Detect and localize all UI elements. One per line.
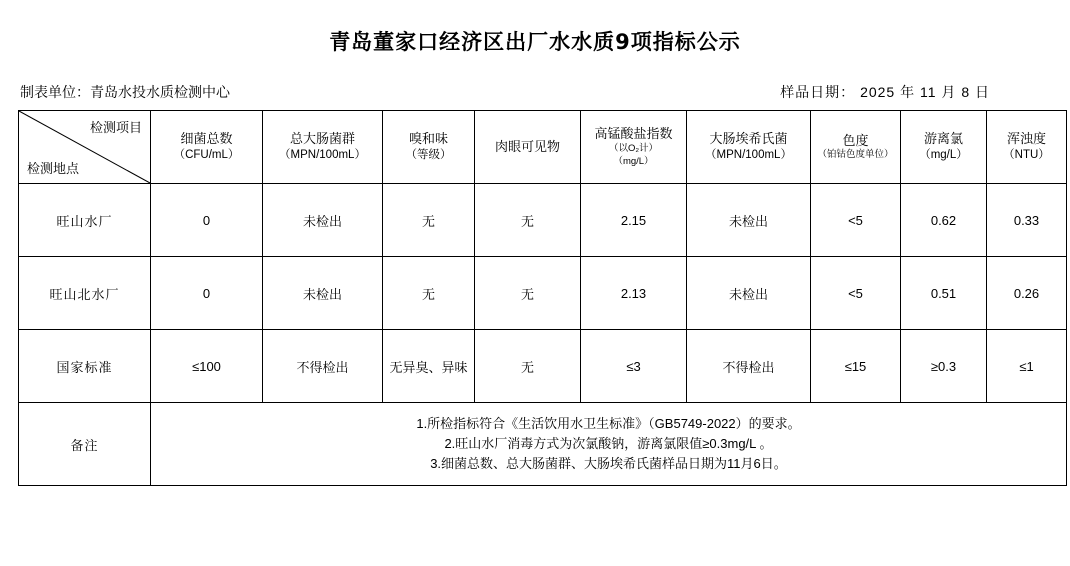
column-header-turbidity — [987, 111, 1067, 184]
cell-value: ≤15 — [811, 330, 901, 403]
note-body — [151, 403, 1067, 486]
table-row — [19, 257, 1067, 330]
column-header-odor-taste — [383, 111, 475, 184]
water-quality-table — [18, 110, 1067, 486]
column-header-name: 游离氯 — [923, 131, 963, 147]
column-header-name: 大肠埃希氏菌 — [709, 131, 788, 147]
column-header-unit: （以O₂计） — [608, 142, 659, 154]
column-header-e-coli — [687, 111, 811, 184]
sample-date — [780, 82, 1050, 102]
maker-label: 制表单位：青岛水投水质检测中心 — [20, 84, 230, 100]
column-header-unit: （CFU/mL） — [173, 149, 240, 162]
table-note-row — [19, 403, 1067, 486]
table-row — [19, 330, 1067, 403]
column-header-unit: （MPN/100mL） — [279, 149, 366, 162]
header-corner-top-label: 检测项目 — [89, 120, 142, 135]
sample-date-label: 样品日期： — [780, 84, 856, 100]
cell-value: 未检出 — [687, 184, 811, 257]
column-header-total-coliform — [263, 111, 383, 184]
row-label: 国家标准 — [19, 330, 151, 403]
cell-value: 无 — [475, 330, 581, 403]
cell-value: 不得检出 — [263, 330, 383, 403]
column-header-name: 肉眼可见物 — [494, 139, 560, 155]
header-corner-cell — [19, 111, 151, 184]
cell-value: 0.62 — [901, 184, 987, 257]
sample-date-value: 2025 年 11 月 8 日 — [860, 84, 990, 100]
column-header-name: 浑浊度 — [1006, 131, 1046, 147]
column-header-unit: （MPN/100mL） — [705, 149, 792, 162]
cell-value: 未检出 — [687, 257, 811, 330]
column-header-chromaticity — [811, 111, 901, 184]
page-title: 青岛董家口经济区出厂水水质9项指标公示 — [329, 30, 741, 54]
column-header-unit2: （mg/L） — [613, 155, 654, 167]
cell-value: ≤1 — [987, 330, 1067, 403]
cell-value: 不得检出 — [687, 330, 811, 403]
cell-value: 0 — [151, 257, 263, 330]
cell-value: 0 — [151, 184, 263, 257]
column-header-bacteria-count — [151, 111, 263, 184]
header-corner-bottom-label: 检测地点 — [27, 161, 80, 176]
cell-value: <5 — [811, 184, 901, 257]
note-line: 1.所检指标符合《生活饮用水卫生标准》（GB5749-2022）的要求。 — [416, 415, 801, 431]
column-header-name: 细菌总数 — [180, 131, 233, 147]
column-header-name: 色度 — [842, 132, 869, 148]
cell-value: 2.15 — [581, 184, 687, 257]
cell-value: 无 — [475, 184, 581, 257]
column-header-free-chlorine — [901, 111, 987, 184]
column-header-permanganate-index — [581, 111, 687, 184]
cell-value: 0.33 — [987, 184, 1067, 257]
cell-value: 0.26 — [987, 257, 1067, 330]
row-label: 旺山水厂 — [19, 184, 151, 257]
row-label: 旺山北水厂 — [19, 257, 151, 330]
note-label: 备注 — [19, 403, 151, 486]
document-page — [0, 26, 1070, 566]
cell-value: 无 — [475, 257, 581, 330]
cell-value: 0.51 — [901, 257, 987, 330]
cell-value: ≤3 — [581, 330, 687, 403]
column-header-unit: （等级） — [405, 149, 452, 162]
cell-value: ≤100 — [151, 330, 263, 403]
cell-value: <5 — [811, 257, 901, 330]
cell-value: 2.13 — [581, 257, 687, 330]
column-header-name: 总大肠菌群 — [289, 131, 355, 147]
column-header-unit: （mg/L） — [919, 149, 968, 162]
cell-value: 无异臭、异味 — [383, 330, 475, 403]
table-header-row — [19, 111, 1067, 184]
column-header-name: 高锰酸盐指数 — [594, 126, 673, 142]
table-row — [19, 184, 1067, 257]
cell-value: 未检出 — [263, 257, 383, 330]
cell-value: 未检出 — [263, 184, 383, 257]
column-header-visible-matter — [475, 111, 581, 184]
cell-value: 无 — [383, 257, 475, 330]
document-meta — [18, 82, 1052, 102]
cell-value: ≥0.3 — [901, 330, 987, 403]
column-header-name: 嗅和味 — [408, 131, 448, 147]
note-line: 2.旺山水厂消毒方式为次氯酸钠，游离氯限值≥0.3mg/L 。 — [444, 435, 773, 451]
note-line: 3.细菌总数、总大肠菌群、大肠埃希氏菌样品日期为11月6日。 — [430, 456, 787, 472]
column-header-unit: （NTU） — [1003, 149, 1050, 162]
column-header-unit: （铂钴色度单位） — [817, 149, 894, 161]
cell-value: 无 — [383, 184, 475, 257]
